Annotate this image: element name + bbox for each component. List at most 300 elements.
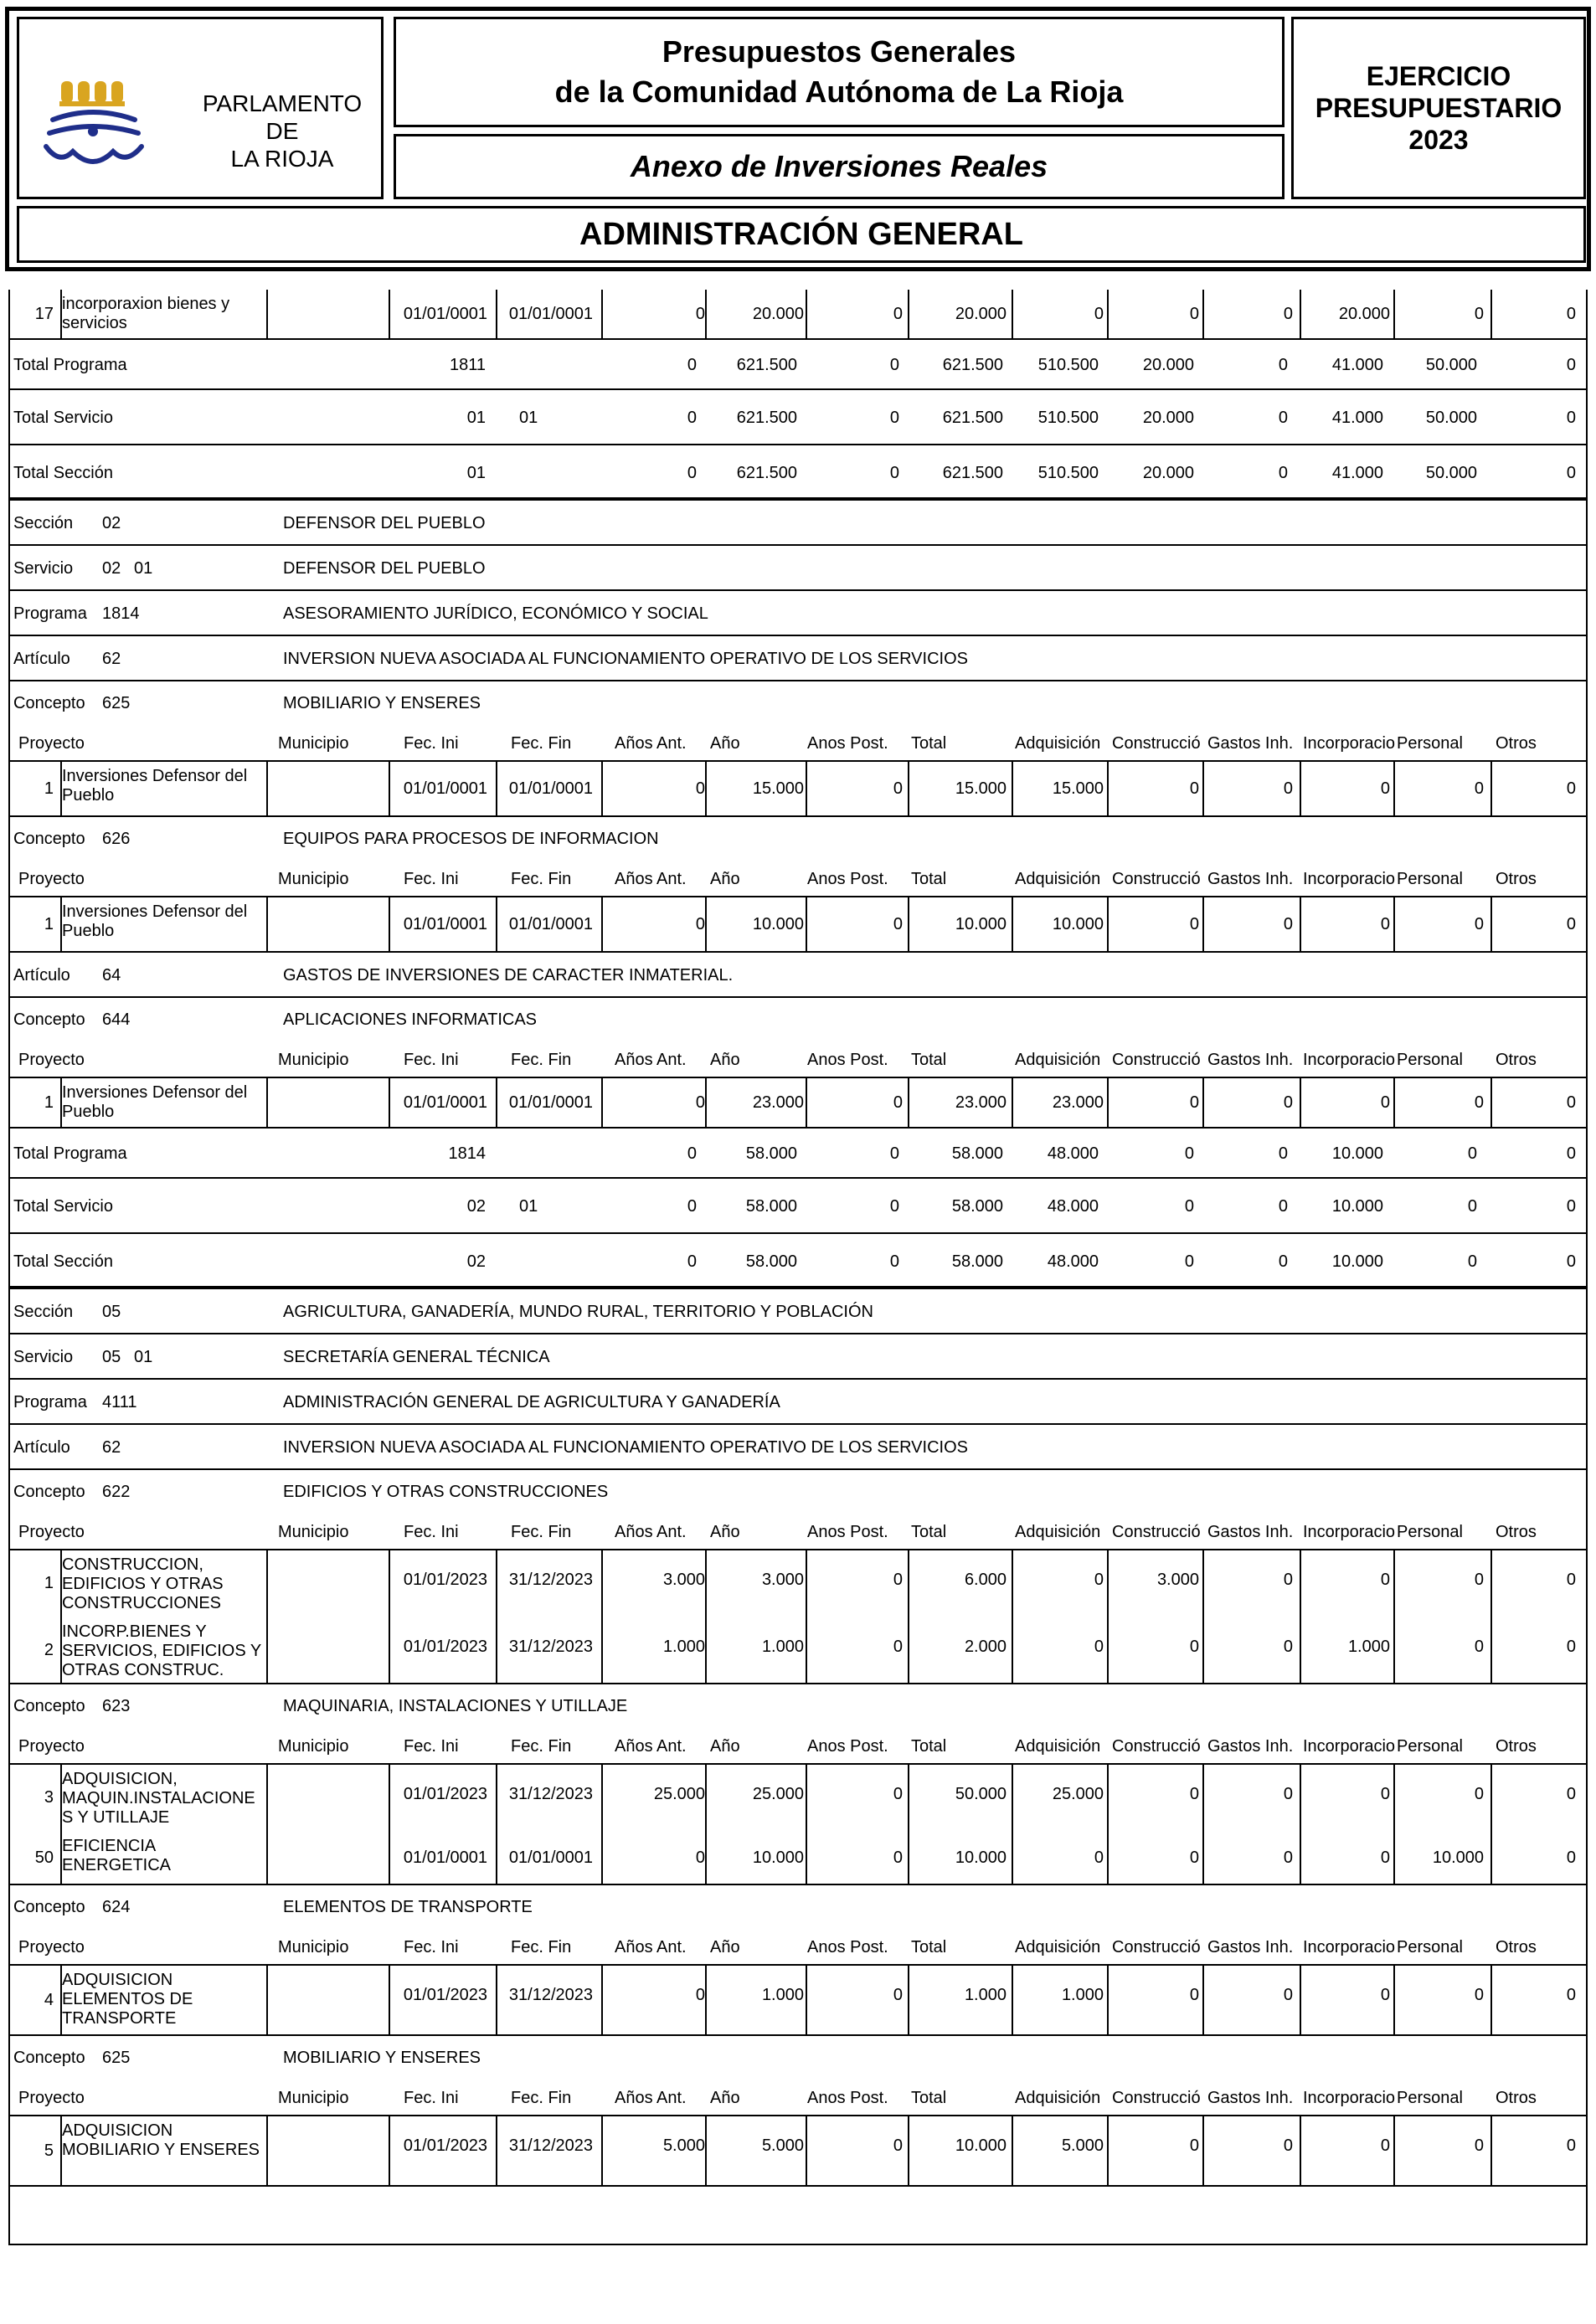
- row-label: Concepto: [13, 694, 85, 712]
- column-header-proyecto: Proyecto: [18, 870, 85, 888]
- column-divider: [1012, 1550, 1013, 1617]
- row-label: Concepto: [13, 1697, 85, 1715]
- column-divider: [1107, 2116, 1109, 2185]
- total-value: 0: [1566, 1197, 1576, 1216]
- total-value: 50.000: [1425, 356, 1477, 374]
- project-value: 25.000: [752, 1785, 804, 1803]
- description: EQUIPOS PARA PROCESOS DE INFORMACION: [283, 830, 659, 848]
- total-row: [10, 340, 1586, 390]
- project-date: 31/12/2023: [508, 1986, 593, 2004]
- column-header-anos_ant: Años Ant.: [615, 734, 687, 753]
- total-value: 58.000: [745, 1252, 797, 1271]
- total-value: 0: [889, 409, 899, 427]
- column-divider: [496, 1550, 497, 1617]
- column-divider: [1107, 290, 1109, 338]
- column-divider: [1107, 1832, 1109, 1884]
- column-header-personal: Personal: [1397, 734, 1463, 753]
- project-value: 3.000: [1156, 1571, 1199, 1589]
- column-divider: [1202, 1966, 1204, 2034]
- column-divider: [1107, 897, 1109, 951]
- code: 62: [102, 650, 121, 668]
- row-label: Concepto: [13, 1010, 85, 1029]
- total-row: [10, 1129, 1586, 1179]
- column-divider: [1393, 290, 1395, 338]
- project-value: 1.000: [761, 1986, 804, 2004]
- total-value: 621.500: [736, 409, 797, 427]
- column-divider: [1490, 1966, 1492, 2034]
- column-header-personal: Personal: [1397, 2089, 1463, 2107]
- column-divider: [1490, 1617, 1492, 1683]
- column-divider: [1393, 897, 1395, 951]
- column-header-anos_ant: Años Ant.: [615, 1051, 687, 1069]
- code: 62: [102, 1438, 121, 1457]
- project-value: 0: [1566, 305, 1576, 323]
- column-header-fec_ini: Fec. Ini: [404, 1051, 459, 1069]
- row-label: Artículo: [13, 650, 70, 668]
- info-row: [10, 1425, 1586, 1470]
- project-value: 0: [1566, 915, 1576, 933]
- total-value: 20.000: [1142, 356, 1194, 374]
- column-header-anos_post: Anos Post.: [807, 1938, 888, 1956]
- project-value: 0: [1189, 1638, 1199, 1656]
- project-value: 0: [1474, 1093, 1484, 1112]
- column-header-incorporacion: Incorporacio: [1303, 1051, 1396, 1069]
- column-header-total: Total: [911, 1737, 947, 1756]
- column-header-ano: Año: [710, 870, 740, 888]
- project-number: 4: [44, 1991, 54, 2009]
- column-divider: [705, 1078, 707, 1127]
- column-header-fec_ini: Fec. Ini: [404, 870, 459, 888]
- title-line-1: Presupuestos Generales: [662, 34, 1017, 69]
- column-divider: [1012, 290, 1013, 338]
- column-divider: [908, 1078, 909, 1127]
- column-divider: [705, 290, 707, 338]
- column-divider: [1300, 1550, 1301, 1617]
- column-header-proyecto: Proyecto: [18, 734, 85, 753]
- phead-row: [10, 861, 1586, 897]
- parliament-name: PARLAMENTO DE LA RIOJA: [202, 90, 363, 172]
- project-row: [10, 2116, 1586, 2187]
- row-label: Sección: [13, 514, 74, 532]
- column-divider: [1490, 1078, 1492, 1127]
- project-value: 20.000: [1338, 305, 1390, 323]
- column-divider: [1490, 1550, 1492, 1617]
- total-value: 41.000: [1331, 464, 1383, 482]
- column-divider: [705, 1765, 707, 1832]
- project-value: 0: [695, 1986, 705, 2004]
- info-row: [10, 2036, 1586, 2080]
- column-divider: [1300, 1078, 1301, 1127]
- column-header-otros: Otros: [1496, 1523, 1537, 1541]
- project-row: [10, 762, 1586, 817]
- phead-row: [10, 2080, 1586, 2116]
- column-divider: [1490, 897, 1492, 951]
- project-value: 0: [1566, 1785, 1576, 1803]
- column-divider: [601, 1832, 603, 1884]
- column-divider: [601, 762, 603, 815]
- code: 623: [102, 1697, 131, 1715]
- project-value: 6.000: [964, 1571, 1007, 1589]
- column-header-fec_ini: Fec. Ini: [404, 1737, 459, 1756]
- column-divider: [389, 762, 390, 815]
- column-header-total: Total: [911, 1938, 947, 1956]
- column-divider: [1012, 2116, 1013, 2185]
- column-divider: [601, 897, 603, 951]
- code: 622: [102, 1483, 131, 1501]
- column-header-total: Total: [911, 734, 947, 753]
- project-value: 0: [893, 1986, 903, 2004]
- project-value: 0: [893, 779, 903, 798]
- column-divider: [1012, 762, 1013, 815]
- column-header-gastos: Gastos Inh.: [1207, 1051, 1294, 1069]
- total-label: Total Sección: [13, 464, 113, 482]
- project-date: 31/12/2023: [508, 2136, 593, 2155]
- row-label: Programa: [13, 1393, 87, 1411]
- project-value: 0: [1189, 1848, 1199, 1867]
- column-header-anos_ant: Años Ant.: [615, 1523, 687, 1541]
- project-name: ADQUISICION, MAQUIN.INSTALACIONE S Y UTILLAJE: [62, 1770, 255, 1827]
- description: GASTOS DE INVERSIONES DE CARACTER INMATERIAL.: [283, 966, 734, 985]
- code: 626: [102, 830, 131, 848]
- project-value: 0: [1474, 2136, 1484, 2155]
- project-number: 1: [44, 779, 54, 798]
- column-header-otros: Otros: [1496, 1938, 1537, 1956]
- info-row: [10, 501, 1586, 546]
- column-divider: [806, 1832, 807, 1884]
- project-value: 0: [1189, 915, 1199, 933]
- total-code: 1811: [449, 356, 486, 374]
- row-label: Sección: [13, 1303, 74, 1321]
- column-header-total: Total: [911, 1051, 947, 1069]
- project-row: [10, 1078, 1586, 1129]
- project-value: 5.000: [662, 2136, 705, 2155]
- column-header-fec_ini: Fec. Ini: [404, 1938, 459, 1956]
- column-divider: [601, 2116, 603, 2185]
- info-row: [10, 1470, 1586, 1514]
- project-value: 0: [893, 1093, 903, 1112]
- project-date: 01/01/0001: [508, 915, 593, 933]
- total-value: 10.000: [1331, 1144, 1383, 1163]
- project-name: INCORP.BIENES Y SERVICIOS, EDIFICIOS Y OTRAS CONSTRUC.: [62, 1622, 261, 1679]
- column-header-incorporacion: Incorporacio: [1303, 2089, 1396, 2107]
- column-divider: [1202, 1078, 1204, 1127]
- description: DEFENSOR DEL PUEBLO: [283, 514, 486, 532]
- project-value: 1.000: [761, 1638, 804, 1656]
- column-divider: [705, 762, 707, 815]
- project-value: 0: [1283, 1571, 1293, 1589]
- total-value: 0: [1566, 356, 1576, 374]
- project-row: [10, 1966, 1586, 2036]
- column-header-ano: Año: [710, 1523, 740, 1541]
- total-value: 0: [889, 1252, 899, 1271]
- column-header-ano: Año: [710, 734, 740, 753]
- column-divider: [806, 897, 807, 951]
- column-header-anos_post: Anos Post.: [807, 734, 888, 753]
- description: MAQUINARIA, INSTALACIONES Y UTILLAJE: [283, 1697, 628, 1715]
- sub-code: 01: [134, 1348, 153, 1366]
- column-header-municipio: Municipio: [278, 1938, 349, 1956]
- description: INVERSION NUEVA ASOCIADA AL FUNCIONAMIENTO OPERATIVO DE LOS SERVICIOS: [283, 1438, 968, 1457]
- total-label: Total Programa: [13, 1144, 127, 1163]
- column-divider: [1202, 290, 1204, 338]
- project-value: 0: [1380, 1785, 1390, 1803]
- row-label: Artículo: [13, 966, 70, 985]
- column-divider: [806, 1078, 807, 1127]
- column-divider: [1012, 897, 1013, 951]
- project-value: 0: [1380, 1093, 1390, 1112]
- project-name: EFICIENCIA ENERGETICA: [62, 1837, 172, 1874]
- total-value: 0: [1566, 1144, 1576, 1163]
- column-divider: [1107, 1765, 1109, 1832]
- total-value: 58.000: [745, 1144, 797, 1163]
- column-divider: [908, 1832, 909, 1884]
- column-divider: [1393, 1966, 1395, 2034]
- column-header-fec_ini: Fec. Ini: [404, 1523, 459, 1541]
- column-divider: [1107, 1966, 1109, 2034]
- column-header-adquisicion: Adquisición: [1015, 1737, 1101, 1756]
- column-divider: [389, 1550, 390, 1617]
- column-header-otros: Otros: [1496, 2089, 1537, 2107]
- row-label: Concepto: [13, 2049, 85, 2067]
- project-value: 10.000: [955, 1848, 1007, 1867]
- project-value: 0: [1283, 2136, 1293, 2155]
- total-value: 621.500: [736, 464, 797, 482]
- column-divider: [1202, 1765, 1204, 1832]
- column-header-fec_ini: Fec. Ini: [404, 734, 459, 753]
- column-divider: [496, 1765, 497, 1832]
- column-divider: [806, 762, 807, 815]
- description: ASESORAMIENTO JURÍDICO, ECONÓMICO Y SOCIAL: [283, 604, 708, 623]
- total-value: 20.000: [1142, 409, 1194, 427]
- project-value: 1.000: [1347, 1638, 1390, 1656]
- total-value: 48.000: [1047, 1197, 1099, 1216]
- column-header-municipio: Municipio: [278, 1737, 349, 1756]
- column-header-municipio: Municipio: [278, 1051, 349, 1069]
- project-value: 0: [893, 915, 903, 933]
- project-date: 31/12/2023: [508, 1571, 593, 1589]
- total-value: 510.500: [1037, 356, 1099, 374]
- project-value: 0: [1474, 1986, 1484, 2004]
- project-value: 0: [1474, 1785, 1484, 1803]
- project-value: 10.000: [752, 915, 804, 933]
- budget-title-box: [394, 17, 1285, 127]
- column-divider: [1300, 290, 1301, 338]
- column-divider: [908, 897, 909, 951]
- project-date: 01/01/0001: [403, 305, 487, 323]
- project-value: 0: [1566, 2136, 1576, 2155]
- project-name: incorporaxion bienes y servicios: [62, 295, 230, 332]
- column-header-municipio: Municipio: [278, 2089, 349, 2107]
- column-divider: [705, 897, 707, 951]
- column-divider: [806, 1550, 807, 1617]
- description: EDIFICIOS Y OTRAS CONSTRUCCIONES: [283, 1483, 609, 1501]
- project-value: 0: [1283, 1638, 1293, 1656]
- column-divider: [1300, 1966, 1301, 2034]
- project-value: 15.000: [752, 779, 804, 798]
- column-header-fec_fin: Fec. Fin: [511, 2089, 572, 2107]
- column-header-otros: Otros: [1496, 1737, 1537, 1756]
- column-divider: [1300, 1617, 1301, 1683]
- column-divider: [1490, 2116, 1492, 2185]
- total-value: 510.500: [1037, 409, 1099, 427]
- project-value: 0: [1566, 1571, 1576, 1589]
- column-header-proyecto: Proyecto: [18, 2089, 85, 2107]
- annex-title: Anexo de Inversiones Reales: [394, 134, 1285, 199]
- column-divider: [1300, 762, 1301, 815]
- project-date: 01/01/0001: [508, 1848, 593, 1867]
- column-divider: [1393, 1765, 1395, 1832]
- code: 644: [102, 1010, 131, 1029]
- project-name: ADQUISICION MOBILIARIO Y ENSERES: [62, 2121, 260, 2159]
- column-header-construccion: Construcció: [1112, 1737, 1201, 1756]
- total-value: 0: [1278, 409, 1288, 427]
- column-header-incorporacion: Incorporacio: [1303, 870, 1396, 888]
- column-header-incorporacion: Incorporacio: [1303, 1523, 1396, 1541]
- column-header-incorporacion: Incorporacio: [1303, 1737, 1396, 1756]
- project-value: 0: [695, 1848, 705, 1867]
- project-value: 15.000: [955, 779, 1007, 798]
- info-row: [10, 817, 1586, 861]
- column-header-construccion: Construcció: [1112, 1051, 1201, 1069]
- column-divider: [908, 2116, 909, 2185]
- column-divider: [1300, 2116, 1301, 2185]
- column-divider: [389, 1966, 390, 2034]
- total-value: 621.500: [736, 356, 797, 374]
- column-header-otros: Otros: [1496, 734, 1537, 753]
- total-value: 0: [889, 1144, 899, 1163]
- info-row: [10, 1885, 1586, 1929]
- project-row: [10, 290, 1586, 340]
- column-header-anos_post: Anos Post.: [807, 1051, 888, 1069]
- total-value: 0: [687, 1144, 697, 1163]
- total-value: 0: [1278, 356, 1288, 374]
- column-header-adquisicion: Adquisición: [1015, 734, 1101, 753]
- column-header-fec_fin: Fec. Fin: [511, 1938, 572, 1956]
- column-divider: [601, 1617, 603, 1683]
- project-value: 0: [1189, 779, 1199, 798]
- column-divider: [908, 1765, 909, 1832]
- column-divider: [1107, 1550, 1109, 1617]
- column-header-municipio: Municipio: [278, 734, 349, 753]
- total-code: 02: [466, 1197, 486, 1216]
- code: 625: [102, 694, 131, 712]
- phead-row: [10, 1929, 1586, 1966]
- project-row: [10, 897, 1586, 953]
- project-number: 5: [44, 2141, 54, 2160]
- total-code: 1814: [448, 1144, 486, 1163]
- column-divider: [1490, 290, 1492, 338]
- info-row: [10, 546, 1586, 591]
- column-divider: [496, 1078, 497, 1127]
- description: AGRICULTURA, GANADERÍA, MUNDO RURAL, TERRITORIO Y POBLACIÓN: [283, 1303, 873, 1321]
- column-header-fec_fin: Fec. Fin: [511, 1523, 572, 1541]
- project-date: 01/01/0001: [508, 305, 593, 323]
- column-header-ano: Año: [710, 1737, 740, 1756]
- section-banner: ADMINISTRACIÓN GENERAL: [17, 206, 1586, 263]
- project-value: 0: [1094, 1638, 1104, 1656]
- description: APLICACIONES INFORMATICAS: [283, 1010, 538, 1029]
- column-header-incorporacion: Incorporacio: [1303, 1938, 1396, 1956]
- total-label: Total Servicio: [13, 409, 113, 427]
- total-label: Total Servicio: [13, 1197, 113, 1216]
- column-divider: [806, 290, 807, 338]
- project-value: 0: [1474, 915, 1484, 933]
- project-row: [10, 1765, 1586, 1832]
- total-value: 0: [687, 409, 697, 427]
- total-value: 0: [1278, 1144, 1288, 1163]
- column-divider: [1393, 1832, 1395, 1884]
- phead-row: [10, 725, 1586, 762]
- project-value: 15.000: [1052, 779, 1104, 798]
- project-name: Inversiones Defensor del Pueblo: [62, 902, 248, 940]
- project-date: 01/01/0001: [403, 1093, 487, 1112]
- column-divider: [496, 1966, 497, 2034]
- total-value: 41.000: [1331, 356, 1383, 374]
- description: MOBILIARIO Y ENSERES: [283, 2049, 481, 2067]
- total-value: 58.000: [951, 1144, 1003, 1163]
- project-value: 0: [893, 1785, 903, 1803]
- project-value: 0: [1474, 1571, 1484, 1589]
- total-value: 0: [1467, 1252, 1477, 1271]
- column-divider: [705, 2116, 707, 2185]
- row-label: Servicio: [13, 559, 74, 578]
- column-header-construccion: Construcció: [1112, 734, 1201, 753]
- column-divider: [1300, 1832, 1301, 1884]
- project-value: 0: [695, 915, 705, 933]
- column-header-gastos: Gastos Inh.: [1207, 1523, 1294, 1541]
- column-header-construccion: Construcció: [1112, 870, 1201, 888]
- column-divider: [1393, 762, 1395, 815]
- project-value: 0: [1189, 1986, 1199, 2004]
- column-header-fec_fin: Fec. Fin: [511, 1737, 572, 1756]
- column-divider: [908, 1550, 909, 1617]
- project-date: 01/01/2023: [403, 1986, 487, 2004]
- column-divider: [601, 1966, 603, 2034]
- column-header-proyecto: Proyecto: [18, 1051, 85, 1069]
- total-row: [10, 1234, 1586, 1289]
- description: DEFENSOR DEL PUEBLO: [283, 559, 486, 578]
- info-row: [10, 1334, 1586, 1380]
- column-divider: [496, 290, 497, 338]
- parliament-logo-box: [17, 17, 384, 199]
- total-value: 0: [1566, 1252, 1576, 1271]
- total-value: 10.000: [1331, 1197, 1383, 1216]
- total-value: 50.000: [1425, 464, 1477, 482]
- column-header-personal: Personal: [1397, 1938, 1463, 1956]
- column-divider: [496, 2116, 497, 2185]
- column-divider: [1202, 762, 1204, 815]
- project-row: [10, 1550, 1586, 1617]
- column-divider: [496, 762, 497, 815]
- column-divider: [1202, 1832, 1204, 1884]
- column-header-construccion: Construcció: [1112, 2089, 1201, 2107]
- project-value: 0: [1566, 1986, 1576, 2004]
- column-divider: [806, 1966, 807, 2034]
- column-divider: [496, 897, 497, 951]
- total-sub-code: 01: [519, 409, 538, 427]
- total-value: 0: [1566, 464, 1576, 482]
- column-divider: [1202, 1550, 1204, 1617]
- project-value: 0: [1566, 779, 1576, 798]
- total-value: 0: [1467, 1197, 1477, 1216]
- project-value: 0: [1283, 305, 1293, 323]
- column-header-gastos: Gastos Inh.: [1207, 1737, 1294, 1756]
- project-value: 0: [1283, 1785, 1293, 1803]
- column-header-municipio: Municipio: [278, 870, 349, 888]
- total-label: Total Programa: [13, 356, 127, 374]
- column-divider: [389, 1832, 390, 1884]
- column-divider: [1393, 1617, 1395, 1683]
